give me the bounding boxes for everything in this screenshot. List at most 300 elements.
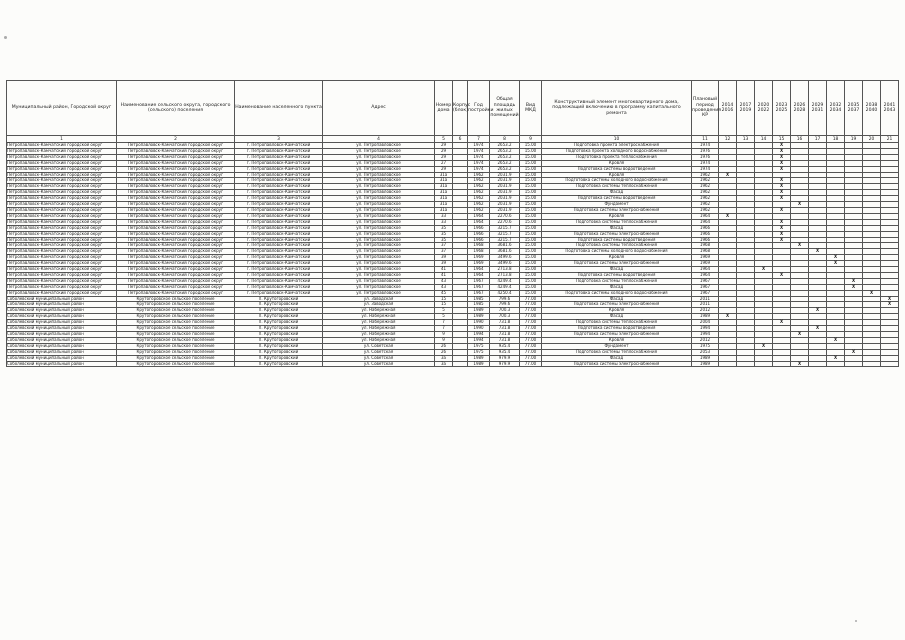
house-cell: 39 xyxy=(435,261,453,267)
area-cell: 3215.7 xyxy=(490,225,520,231)
period-cell: 1968 xyxy=(692,243,719,249)
year-cell: 1969 xyxy=(468,261,490,267)
house-cell: 33 xyxy=(435,213,453,219)
type-cell: 15.00 xyxy=(520,219,542,225)
type-cell: 15.00 xyxy=(520,178,542,184)
type-cell: 77.00 xyxy=(520,355,542,361)
period-cell: 1989 xyxy=(692,314,719,320)
period-mark-cell: X xyxy=(719,314,737,320)
year-cell: 1974 xyxy=(468,148,490,154)
street-cell: ул. Петропавловское xyxy=(323,290,435,296)
locality-cell: г. Петропавловск-Камчатский xyxy=(235,267,323,273)
column-number: 14 xyxy=(755,136,773,143)
settlement-cell: Петропавловск-Камчатский городской округ xyxy=(117,249,235,255)
period-cell: 1964 xyxy=(692,267,719,273)
district-cell: Соболевский муниципальный район xyxy=(7,308,117,314)
district-cell: Петропавловск-Камчатский городской округ xyxy=(7,261,117,267)
period-mark-cell: X xyxy=(827,261,845,267)
period-cell: 1962 xyxy=(692,172,719,178)
area-cell: 2270.6 xyxy=(490,219,520,225)
area-cell: 2653.2 xyxy=(490,154,520,160)
column-number: 8 xyxy=(490,136,520,143)
area-cell: 2653.2 xyxy=(490,160,520,166)
period-cell: 2011 xyxy=(692,296,719,302)
type-cell: 77.00 xyxy=(520,326,542,332)
column-number: 4 xyxy=(323,136,435,143)
settlement-cell: Крутогоровское сельское поселение xyxy=(117,355,235,361)
column-header: 2038 2040 xyxy=(863,81,881,136)
district-cell: Петропавловск-Камчатский городской округ xyxy=(7,219,117,225)
area-cell: 2031.9 xyxy=(490,207,520,213)
column-header: Плановый период проведения КР xyxy=(692,81,719,136)
year-cell: 1989 xyxy=(468,314,490,320)
period-mark-cell: X xyxy=(791,361,809,367)
settlement-cell: Петропавловск-Камчатский городской округ xyxy=(117,143,235,149)
year-cell: 1968 xyxy=(468,249,490,255)
settlement-cell: Петропавловск-Камчатский городской округ xyxy=(117,278,235,284)
street-cell: ул. Петропавловское xyxy=(323,154,435,160)
area-cell: 700.3 xyxy=(490,314,520,320)
district-cell: Петропавловск-Камчатский городской округ xyxy=(7,225,117,231)
settlement-cell: Петропавловск-Камчатский городской округ xyxy=(117,267,235,273)
type-cell: 15.00 xyxy=(520,196,542,202)
period-mark-cell: X xyxy=(719,213,737,219)
district-cell: Соболевский муниципальный район xyxy=(7,337,117,343)
settlement-cell: Крутогоровское сельское поселение xyxy=(117,296,235,302)
year-cell: 1964 xyxy=(468,272,490,278)
period-cell: 1989 xyxy=(692,355,719,361)
street-cell: ул. Петропавловское xyxy=(323,272,435,278)
element-cell: Подготовка системы электроснабжения xyxy=(542,302,692,308)
settlement-cell: Петропавловск-Камчатский городской округ xyxy=(117,284,235,290)
street-cell: ул. Петропавловское xyxy=(323,166,435,172)
area-cell: 2653.2 xyxy=(490,166,520,172)
area-cell: 3215.7 xyxy=(490,231,520,237)
period-cell: 1969 xyxy=(692,261,719,267)
house-cell: 29 xyxy=(435,166,453,172)
element-cell: Фасад xyxy=(542,190,692,196)
year-cell: 1989 xyxy=(468,308,490,314)
period-cell: 1974 xyxy=(692,160,719,166)
district-cell: Соболевский муниципальный район xyxy=(7,296,117,302)
locality-cell: г. Петропавловск-Камчатский xyxy=(235,231,323,237)
type-cell: 15.00 xyxy=(520,154,542,160)
element-cell: Подготовка системы теплоснабжения xyxy=(542,278,692,284)
street-cell: ул. Петропавловское xyxy=(323,243,435,249)
street-cell: ул. Петропавловское xyxy=(323,249,435,255)
locality-cell: г. Петропавловск-Камчатский xyxy=(235,143,323,149)
year-cell: 1962 xyxy=(468,202,490,208)
year-cell: 1994 xyxy=(468,332,490,338)
locality-cell: г. Петропавловск-Камчатский xyxy=(235,160,323,166)
period-mark-cell: X xyxy=(773,237,791,243)
settlement-cell: Крутогоровское сельское поселение xyxy=(117,302,235,308)
column-header: Общая площадь жилых помещений xyxy=(490,81,520,136)
type-cell: 15.00 xyxy=(520,160,542,166)
element-cell: Фасад xyxy=(542,225,692,231)
column-header: 2020 2022 xyxy=(755,81,773,136)
column-number: 5 xyxy=(435,136,453,143)
period-cell: 1964 xyxy=(692,272,719,278)
settlement-cell: Петропавловск-Камчатский городской округ xyxy=(117,213,235,219)
locality-cell: п. Крутогоровский xyxy=(235,302,323,308)
house-cell: 33 xyxy=(435,219,453,225)
type-cell: 77.00 xyxy=(520,332,542,338)
column-header: Наименование населенного пункта xyxy=(235,81,323,136)
settlement-cell: Петропавловск-Камчатский городской округ xyxy=(117,160,235,166)
year-cell: 1985 xyxy=(468,302,490,308)
period-cell: 2012 xyxy=(692,337,719,343)
district-cell: Петропавловск-Камчатский городской округ xyxy=(7,166,117,172)
year-cell: 1974 xyxy=(468,143,490,149)
area-cell: 799.6 xyxy=(490,296,520,302)
street-cell: ул. Петропавловское xyxy=(323,143,435,149)
locality-cell: п. Крутогоровский xyxy=(235,349,323,355)
element-cell: Подготовка системы электроснабжения xyxy=(542,261,692,267)
element-cell: Кровля xyxy=(542,172,692,178)
column-number: 2 xyxy=(117,136,235,143)
column-number: 13 xyxy=(737,136,755,143)
locality-cell: г. Петропавловск-Камчатский xyxy=(235,243,323,249)
column-header: 2017 2019 xyxy=(737,81,755,136)
locality-cell: г. Петропавловск-Камчатский xyxy=(235,166,323,172)
year-cell: 1966 xyxy=(468,231,490,237)
locality-cell: г. Петропавловск-Камчатский xyxy=(235,290,323,296)
type-cell: 15.00 xyxy=(520,267,542,273)
settlement-cell: Крутогоровское сельское поселение xyxy=(117,337,235,343)
period-mark-cell: X xyxy=(827,337,845,343)
year-cell: 1962 xyxy=(468,196,490,202)
house-cell: 31а xyxy=(435,207,453,213)
settlement-cell: Петропавловск-Камчатский городской округ xyxy=(117,154,235,160)
area-cell: 2270.6 xyxy=(490,213,520,219)
house-cell: 35 xyxy=(435,231,453,237)
district-cell: Петропавловск-Камчатский городской округ xyxy=(7,160,117,166)
element-cell: Подготовка системы холодного водоснабжения xyxy=(542,178,692,184)
block-cell xyxy=(453,361,468,367)
period-mark-cell: X xyxy=(809,326,827,332)
period-mark-cell: X xyxy=(773,219,791,225)
locality-cell: г. Петропавловск-Камчатский xyxy=(235,178,323,184)
locality-cell: г. Петропавловск-Камчатский xyxy=(235,148,323,154)
area-cell: 3499.6 xyxy=(490,261,520,267)
type-cell: 15.00 xyxy=(520,237,542,243)
house-cell: 31а xyxy=(435,202,453,208)
period-cell: 2012 xyxy=(692,308,719,314)
locality-cell: п. Крутогоровский xyxy=(235,332,323,338)
type-cell: 15.00 xyxy=(520,249,542,255)
year-cell: 1985 xyxy=(468,296,490,302)
house-cell: 41 xyxy=(435,272,453,278)
period-cell: 1964 xyxy=(692,213,719,219)
street-cell: ул. Петропавловское xyxy=(323,178,435,184)
column-header: Вид МКД xyxy=(520,81,542,136)
period-mark-cell: X xyxy=(755,343,773,349)
type-cell: 15.00 xyxy=(520,202,542,208)
type-cell: 15.00 xyxy=(520,231,542,237)
period-mark-cell xyxy=(773,361,791,367)
district-cell: Петропавловск-Камчатский городской округ xyxy=(7,243,117,249)
period-mark-cell: X xyxy=(755,267,773,273)
locality-cell: г. Петропавловск-Камчатский xyxy=(235,172,323,178)
element-cell: Кровля xyxy=(542,308,692,314)
locality-cell: г. Петропавловск-Камчатский xyxy=(235,207,323,213)
settlement-cell: Петропавловск-Камчатский городской округ xyxy=(117,202,235,208)
locality-cell: г. Петропавловск-Камчатский xyxy=(235,249,323,255)
locality-cell: п. Крутогоровский xyxy=(235,361,323,367)
area-cell: 2031.9 xyxy=(490,202,520,208)
locality-cell: г. Петропавловск-Камчатский xyxy=(235,284,323,290)
period-mark-cell: X xyxy=(773,225,791,231)
area-cell: 979.9 xyxy=(490,355,520,361)
type-cell: 15.00 xyxy=(520,225,542,231)
street-cell: ул. Набережная xyxy=(323,326,435,332)
street-cell: ул. Советская xyxy=(323,361,435,367)
street-cell: ул. Петропавловское xyxy=(323,196,435,202)
column-header: 2029 2031 xyxy=(809,81,827,136)
element-cell: Подготовка проекта теплоснабжения xyxy=(542,154,692,160)
district-cell: Петропавловск-Камчатский городской округ xyxy=(7,284,117,290)
street-cell: ул. Петропавловское xyxy=(323,219,435,225)
house-cell: 41 xyxy=(435,267,453,273)
element-cell: Подготовка системы электроснабжения xyxy=(542,361,692,367)
year-cell: 1994 xyxy=(468,337,490,343)
element-cell: Подготовка проекта холодного водоснабжения xyxy=(542,148,692,154)
area-cell: 799.6 xyxy=(490,302,520,308)
year-cell: 1967 xyxy=(468,284,490,290)
period-mark-cell xyxy=(845,361,863,367)
scan-speck xyxy=(855,620,857,622)
settlement-cell: Петропавловск-Камчатский городской округ xyxy=(117,148,235,154)
house-cell: 31а xyxy=(435,178,453,184)
type-cell: 15.00 xyxy=(520,255,542,261)
column-number: 19 xyxy=(845,136,863,143)
house-cell: 9 xyxy=(435,332,453,338)
period-mark-cell xyxy=(719,361,737,367)
column-number: 3 xyxy=(235,136,323,143)
column-number: 21 xyxy=(881,136,899,143)
settlement-cell: Петропавловск-Камчатский городской округ xyxy=(117,166,235,172)
element-cell: Фасад xyxy=(542,314,692,320)
period-mark-cell: X xyxy=(773,207,791,213)
area-cell: 731.8 xyxy=(490,337,520,343)
street-cell: ул. Петропавловское xyxy=(323,207,435,213)
house-cell: 43 xyxy=(435,278,453,284)
element-cell: Фасад xyxy=(542,267,692,273)
house-cell: 3а xyxy=(435,361,453,367)
period-mark-cell: X xyxy=(881,302,899,308)
house-cell: 43 xyxy=(435,284,453,290)
period-mark-cell: X xyxy=(845,349,863,355)
house-cell: 31а xyxy=(435,190,453,196)
district-cell: Соболевский муниципальный район xyxy=(7,355,117,361)
element-cell: Подготовка системы водоотведения xyxy=(542,272,692,278)
house-cell: 29 xyxy=(435,143,453,149)
district-cell: Петропавловск-Камчатский городской округ xyxy=(7,143,117,149)
period-mark-cell: X xyxy=(809,308,827,314)
type-cell: 15.00 xyxy=(520,290,542,296)
element-cell: Фундамент xyxy=(542,202,692,208)
type-cell: 77.00 xyxy=(520,296,542,302)
settlement-cell: Петропавловск-Камчатский городской округ xyxy=(117,184,235,190)
area-cell: 2653.2 xyxy=(490,148,520,154)
period-mark-cell: X xyxy=(773,272,791,278)
element-cell: Фундамент xyxy=(542,343,692,349)
house-cell: 31а xyxy=(435,172,453,178)
type-cell: 15.00 xyxy=(520,261,542,267)
district-cell: Соболевский муниципальный район xyxy=(7,361,117,367)
period-mark-cell xyxy=(737,361,755,367)
street-cell: ул. Заводская xyxy=(323,296,435,302)
locality-cell: г. Петропавловск-Камчатский xyxy=(235,154,323,160)
area-cell: 731.8 xyxy=(490,326,520,332)
street-cell: ул. Петропавловское xyxy=(323,231,435,237)
element-cell: Кровля xyxy=(542,337,692,343)
year-cell: 1975 xyxy=(468,343,490,349)
period-mark-cell: X xyxy=(773,190,791,196)
area-cell: 4249.4 xyxy=(490,284,520,290)
period-mark-cell: X xyxy=(773,184,791,190)
type-cell: 77.00 xyxy=(520,343,542,349)
house-cell: 9 xyxy=(435,337,453,343)
street-cell: ул. Петропавловское xyxy=(323,160,435,166)
district-cell: Петропавловск-Камчатский городской округ xyxy=(7,202,117,208)
locality-cell: п. Крутогоровский xyxy=(235,326,323,332)
settlement-cell: Петропавловск-Камчатский городской округ xyxy=(117,231,235,237)
district-cell: Петропавловск-Камчатский городской округ xyxy=(7,184,117,190)
period-cell: 1976 xyxy=(692,148,719,154)
area-cell: 731.8 xyxy=(490,332,520,338)
locality-cell: г. Петропавловск-Камчатский xyxy=(235,213,323,219)
column-header: Конструктивный элемент многоквартирного дома, подлежащий включению в программу капитального ремонта xyxy=(542,81,692,136)
locality-cell: г. Петропавловск-Камчатский xyxy=(235,255,323,261)
column-header: 2035 2037 xyxy=(845,81,863,136)
locality-cell: п. Крутогоровский xyxy=(235,343,323,349)
district-cell: Петропавловск-Камчатский городской округ xyxy=(7,178,117,184)
locality-cell: г. Петропавловск-Камчатский xyxy=(235,190,323,196)
locality-cell: г. Петропавловск-Камчатский xyxy=(235,261,323,267)
type-cell: 15.00 xyxy=(520,207,542,213)
area-cell: 3215.7 xyxy=(490,237,520,243)
period-cell: 1964 xyxy=(692,219,719,225)
locality-cell: г. Петропавловск-Камчатский xyxy=(235,225,323,231)
column-number: 9 xyxy=(520,136,542,143)
settlement-cell: Петропавловск-Камчатский городской округ xyxy=(117,196,235,202)
settlement-cell: Крутогоровское сельское поселение xyxy=(117,361,235,367)
settlement-cell: Крутогоровское сельское поселение xyxy=(117,320,235,326)
house-cell: 26 xyxy=(435,349,453,355)
column-header: 2023 2025 xyxy=(773,81,791,136)
period-mark-cell: X xyxy=(773,154,791,160)
house-cell: 7 xyxy=(435,326,453,332)
element-cell: Кровля xyxy=(542,255,692,261)
street-cell: ул. Петропавловское xyxy=(323,148,435,154)
area-cell: 2653.2 xyxy=(490,143,520,149)
element-cell: Подготовка системы теплоснабжения xyxy=(542,243,692,249)
period-mark-cell: X xyxy=(809,249,827,255)
area-cell: 979.9 xyxy=(490,361,520,367)
period-mark-cell: X xyxy=(773,196,791,202)
settlement-cell: Петропавловск-Камчатский городской округ xyxy=(117,243,235,249)
district-cell: Петропавловск-Камчатский городской округ xyxy=(7,231,117,237)
locality-cell: г. Петропавловск-Камчатский xyxy=(235,237,323,243)
type-cell: 15.00 xyxy=(520,143,542,149)
area-cell: 2031.9 xyxy=(490,190,520,196)
district-cell: Петропавловск-Камчатский городской округ xyxy=(7,249,117,255)
settlement-cell: Крутогоровское сельское поселение xyxy=(117,332,235,338)
district-cell: Петропавловск-Камчатский городской округ xyxy=(7,196,117,202)
period-cell: 1975 xyxy=(692,343,719,349)
period-cell: 1967 xyxy=(692,290,719,296)
street-cell: ул. Набережная xyxy=(323,314,435,320)
element-cell: Кровля xyxy=(542,160,692,166)
area-cell: 935.4 xyxy=(490,349,520,355)
year-cell: 1966 xyxy=(468,237,490,243)
house-cell: 31а xyxy=(435,184,453,190)
street-cell: ул. Советская xyxy=(323,355,435,361)
district-cell: Соболевский муниципальный район xyxy=(7,349,117,355)
element-cell: Подготовка системы холодного водоснабжения xyxy=(542,249,692,255)
district-cell: Петропавловск-Камчатский городской округ xyxy=(7,213,117,219)
element-cell: Подготовка системы электроснабжения xyxy=(542,332,692,338)
period-mark-cell: X xyxy=(791,243,809,249)
element-cell: Подготовка системы водоотведения xyxy=(542,326,692,332)
type-cell: 15.00 xyxy=(520,166,542,172)
element-cell: Фасад xyxy=(542,284,692,290)
table-row xyxy=(7,361,899,367)
year-cell: 1989 xyxy=(468,361,490,367)
house-cell: 5 xyxy=(435,308,453,314)
column-number: 10 xyxy=(542,136,692,143)
year-cell: 1962 xyxy=(468,207,490,213)
area-cell: 2713.8 xyxy=(490,272,520,278)
area-cell: 3681.6 xyxy=(490,243,520,249)
year-cell: 1964 xyxy=(468,219,490,225)
element-cell: Кровля xyxy=(542,213,692,219)
type-cell: 15.00 xyxy=(520,278,542,284)
type-cell: 15.00 xyxy=(520,272,542,278)
period-cell: 1962 xyxy=(692,202,719,208)
period-cell: 1962 xyxy=(692,207,719,213)
locality-cell: г. Петропавловск-Камчатский xyxy=(235,219,323,225)
district-cell: Петропавловск-Камчатский городской округ xyxy=(7,290,117,296)
street-cell: ул. Набережная xyxy=(323,332,435,338)
settlement-cell: Петропавловск-Камчатский городской округ xyxy=(117,190,235,196)
element-cell: Подготовка системы теплоснабжения xyxy=(542,349,692,355)
house-cell: 31а xyxy=(435,196,453,202)
column-header: 2014 2016 xyxy=(719,81,737,136)
header-row xyxy=(7,81,899,136)
street-cell: ул. Петропавловское xyxy=(323,202,435,208)
street-cell: ул. Набережная xyxy=(323,320,435,326)
column-number: 17 xyxy=(809,136,827,143)
column-header: 2041 2043 xyxy=(881,81,899,136)
street-cell: ул. Петропавловское xyxy=(323,255,435,261)
house-cell: 29 xyxy=(435,154,453,160)
year-cell: 1966 xyxy=(468,225,490,231)
column-number: 11 xyxy=(692,136,719,143)
type-cell: 77.00 xyxy=(520,361,542,367)
street-cell: ул. Петропавловское xyxy=(323,190,435,196)
year-cell: 1967 xyxy=(468,290,490,296)
period-cell: 1994 xyxy=(692,326,719,332)
locality-cell: п. Крутогоровский xyxy=(235,296,323,302)
year-cell: 1962 xyxy=(468,172,490,178)
year-cell: 1962 xyxy=(468,178,490,184)
locality-cell: п. Крутогоровский xyxy=(235,320,323,326)
street-cell: ул. Петропавловское xyxy=(323,284,435,290)
district-cell: Петропавловск-Камчатский городской округ xyxy=(7,172,117,178)
